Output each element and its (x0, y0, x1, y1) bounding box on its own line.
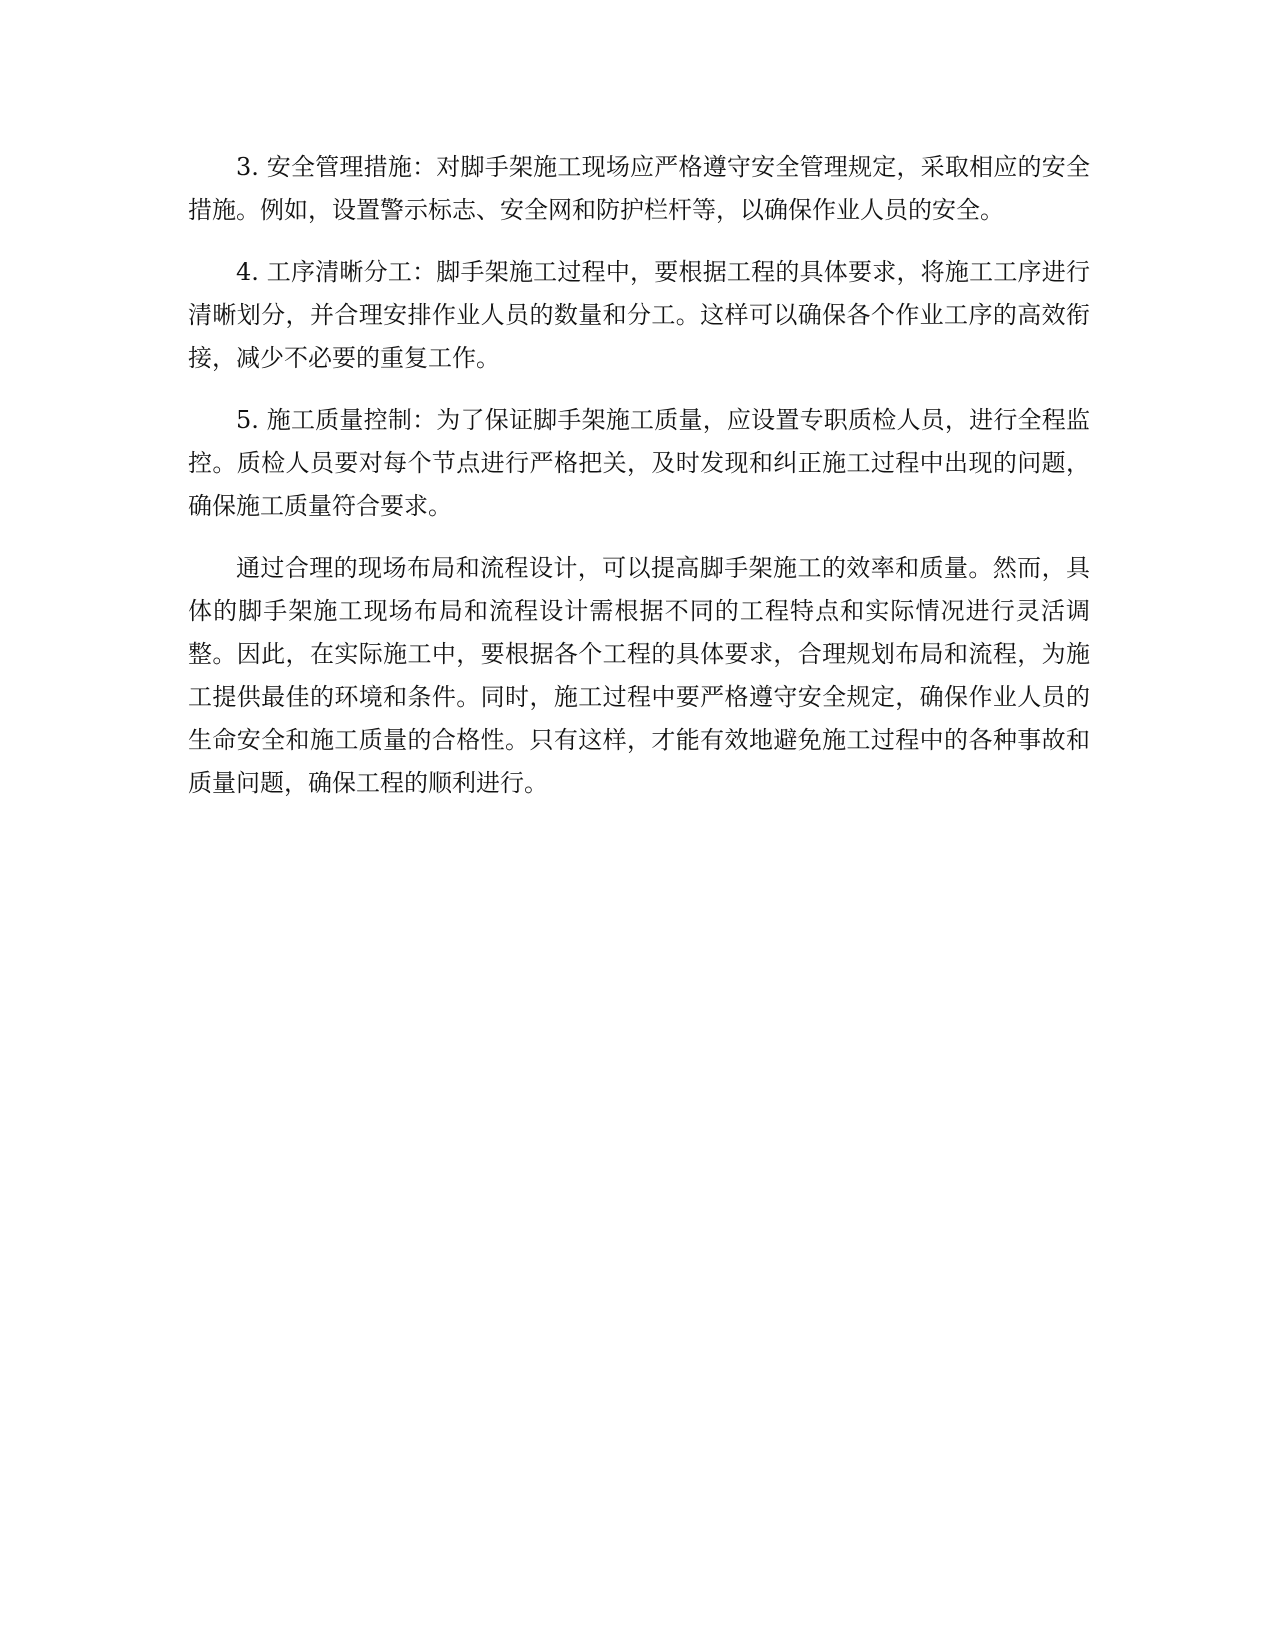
document-body (188, 146, 1090, 805)
paragraph-conclusion: 通过合理的现场布局和流程设计，可以提高脚手架施工的效率和质量。然而，具体的脚手架施工现场布局和流程设计需根据不同的工程特点和实际情况进行灵活调整。因此，在实际施工中，要根据各个工程的具体要求，合理规划布局和流程，为施工提供最佳的环境和条件。同时，施工过程中要严格遵守安全规定，确保作业人员的生命安全和施工质量的合格性。只有这样，才能有效地避免施工过程中的各种事故和质量问题，确保工程的顺利进行。 (188, 554, 1090, 797)
paragraph-process-division: 4. 工序清晰分工：脚手架施工过程中，要根据工程的具体要求，将施工工序进行清晰划分，并合理安排作业人员的数量和分工。这样可以确保各个作业工序的高效衔接，减少不必要的重复工作。 (188, 258, 1090, 372)
paragraph-safety-measures: 3. 安全管理措施：对脚手架施工现场应严格遵守安全管理规定，采取相应的安全措施。例如，设置警示标志、安全网和防护栏杆等，以确保作业人员的安全。 (188, 153, 1090, 224)
paragraph-quality-control: 5. 施工质量控制：为了保证脚手架施工质量，应设置专职质检人员，进行全程监控。质检人员要对每个节点进行严格把关，及时发现和纠正施工过程中出现的问题，确保施工质量符合要求。 (188, 406, 1090, 520)
